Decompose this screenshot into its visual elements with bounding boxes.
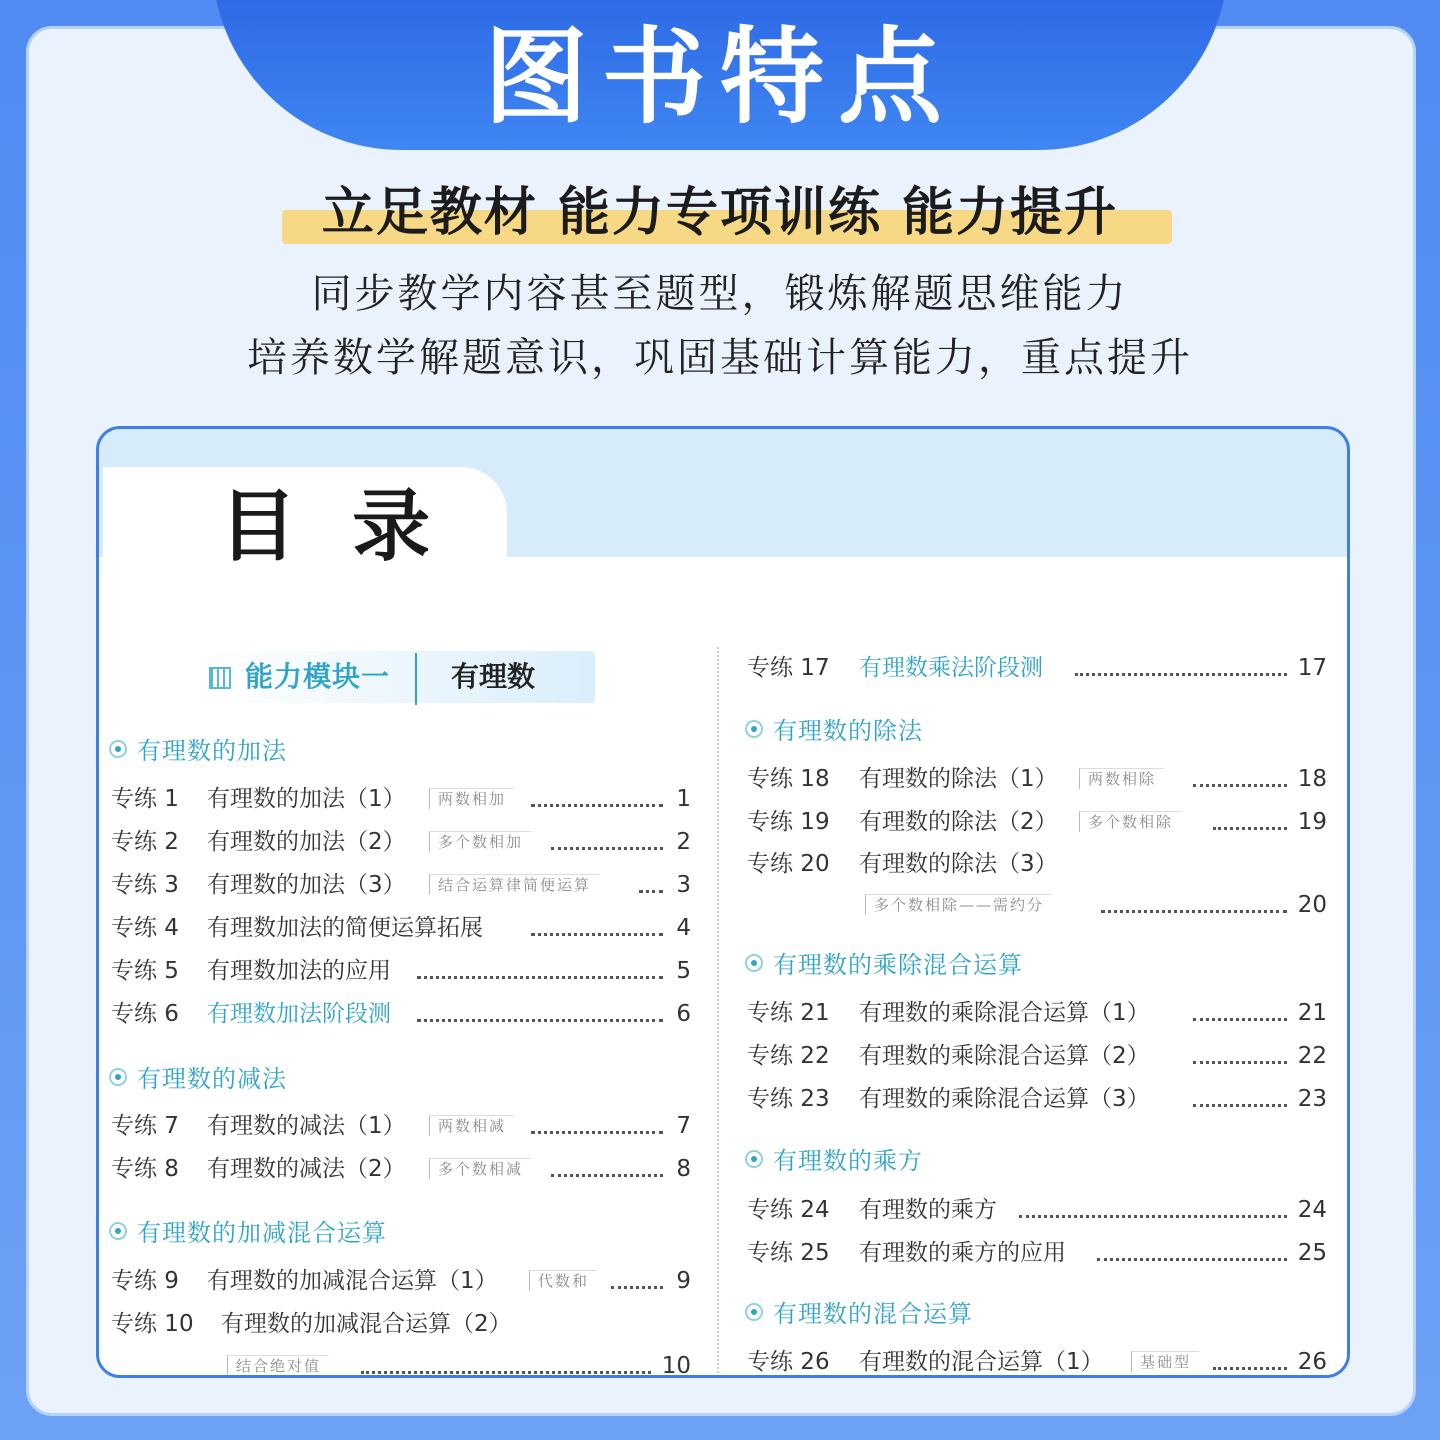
description-line-2: 培养数学解题意识，巩固基础计算能力，重点提升 [247, 335, 1193, 381]
module-separator [415, 653, 417, 705]
toc-entry[interactable]: 专练 9 有理数的加减混合运算（1） 代数和 9 [111, 1268, 691, 1294]
toc-entry[interactable]: 专练 5 有理数加法的应用 5 [111, 958, 691, 984]
toc-entry[interactable]: 专练 3 有理数的加法（3） 结合运算律简便运算 3 [111, 872, 691, 898]
toc-entry-continuation[interactable]: 多个数相除——需约分 20 [747, 888, 1333, 922]
toc-entry[interactable]: 专练 22 有理数的乘除混合运算（2） 22 [747, 1043, 1327, 1069]
section-bullet-icon [745, 954, 763, 972]
toc-entry[interactable]: 专练 6 有理数加法阶段测 6 [111, 1001, 691, 1027]
banner-title: 图书特点 [483, 16, 956, 138]
slogan: 立足教材 能力专项训练 能力提升 [321, 183, 1119, 243]
section-bullet-icon [109, 1068, 127, 1086]
section-bullet-icon [745, 720, 763, 738]
toc-entry[interactable]: 专练 26 有理数的混合运算（1） 基础型 26 [747, 1349, 1327, 1375]
toc-entry[interactable]: 专练 21 有理数的乘除混合运算（1） 21 [747, 1000, 1327, 1026]
toc-entry[interactable]: 专练 25 有理数的乘方的应用 25 [747, 1240, 1327, 1266]
module-book-icon [209, 667, 231, 689]
toc-entry[interactable]: 专练 19 有理数的除法（2） 多个数相除 19 [747, 809, 1327, 835]
toc-page [96, 426, 1350, 1378]
toc-entry-continuation[interactable]: 结合绝对值 10 [111, 1349, 701, 1378]
toc-entry[interactable]: 专练 8 有理数的减法（2） 多个数相减 8 [111, 1156, 691, 1182]
toc-entry[interactable]: 专练 20 有理数的除法（3） [747, 851, 1058, 877]
section-heading: 有理数的乘除混合运算 [745, 948, 1023, 982]
section-heading: 有理数的除法 [745, 714, 923, 748]
section-heading: 有理数的加减混合运算 [109, 1216, 387, 1250]
toc-entry[interactable]: 专练 24 有理数的乘方 24 [747, 1197, 1327, 1223]
section-heading: 有理数的混合运算 [745, 1297, 973, 1331]
toc-entry[interactable]: 专练 4 有理数加法的简便运算拓展 4 [111, 915, 691, 941]
module-topic: 有理数 [451, 660, 536, 693]
section-bullet-icon [109, 740, 127, 758]
toc-entry[interactable]: 专练 2 有理数的加法（2） 多个数相加 2 [111, 829, 691, 855]
section-heading: 有理数的加法 [109, 734, 287, 768]
toc-title: 目 录 [219, 482, 445, 572]
column-divider [717, 647, 719, 1377]
section-bullet-icon [745, 1303, 763, 1321]
toc-entry[interactable]: 专练 17 有理数乘法阶段测 17 [747, 655, 1327, 681]
module-name: 能力模块一 [245, 660, 391, 693]
toc-entry[interactable]: 专练 1 有理数的加法（1） 两数相加 1 [111, 786, 691, 812]
section-bullet-icon [745, 1150, 763, 1168]
section-heading: 有理数的乘方 [745, 1144, 923, 1178]
toc-entry[interactable]: 专练 18 有理数的除法（1） 两数相除 18 [747, 766, 1327, 792]
description-line-1: 同步教学内容甚至题型，锻炼解题思维能力 [311, 271, 1129, 317]
toc-entry[interactable]: 专练 23 有理数的乘除混合运算（3） 23 [747, 1086, 1327, 1112]
toc-entry[interactable]: 专练 10 有理数的加减混合运算（2） [111, 1311, 512, 1337]
toc-entry[interactable]: 专练 7 有理数的减法（1） 两数相减 7 [111, 1113, 691, 1139]
section-heading: 有理数的减法 [109, 1062, 287, 1096]
section-bullet-icon [109, 1222, 127, 1240]
